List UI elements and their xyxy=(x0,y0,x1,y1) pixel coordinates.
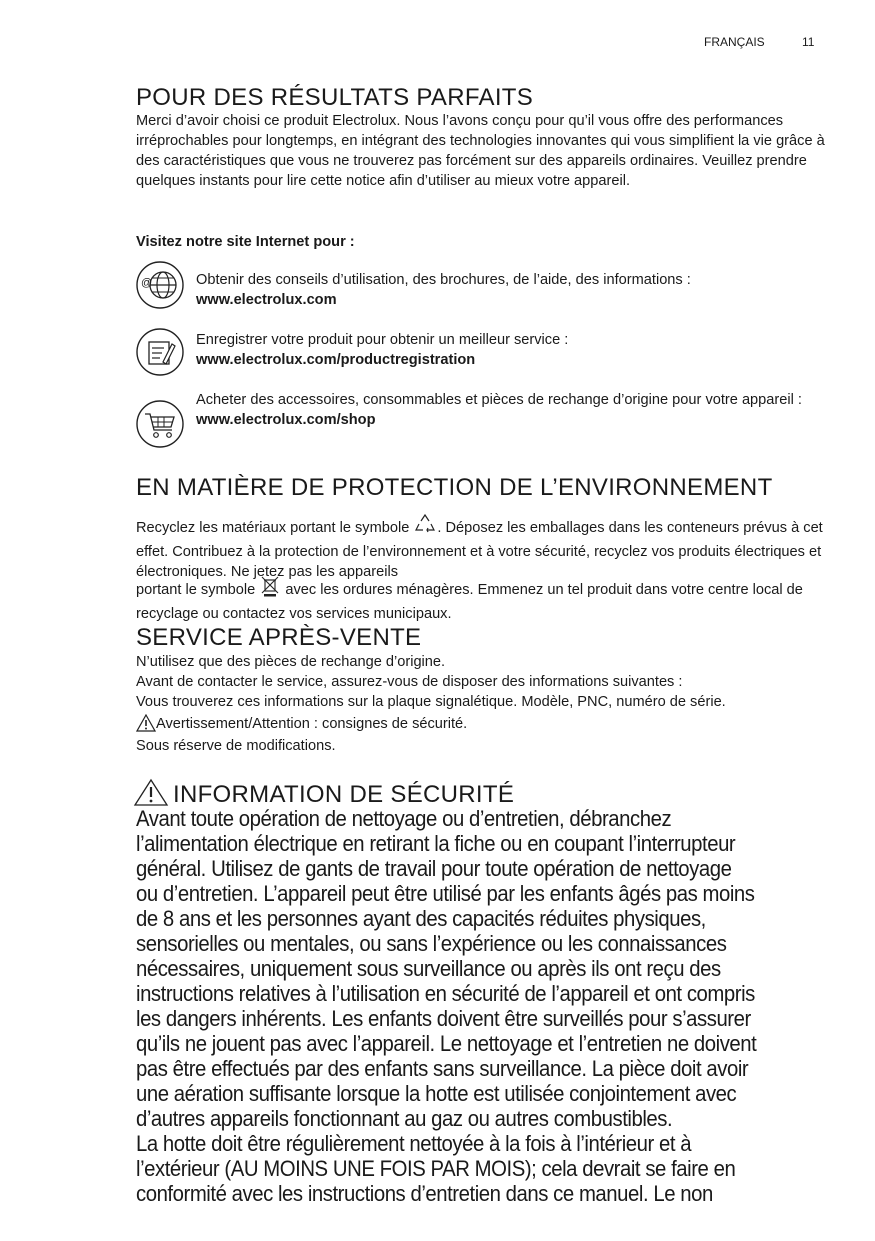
safety-line: d’autres appareils fonctionnant au gaz ou autres combustibles. xyxy=(136,1106,673,1131)
safety-line: les dangers inhérents. Les enfants doivent être surveillés pour s’assurer xyxy=(136,1006,751,1031)
service-line-2: Avant de contacter le service, assurez-vous de disposer des informations suivantes : xyxy=(136,674,683,690)
service-line-4 xyxy=(136,714,826,738)
link-info xyxy=(196,270,816,310)
link-info-url[interactable]: www.electrolux.com xyxy=(196,292,337,308)
weee-text-after: avec les ordures ménagères. Emmenez un tel produit dans votre centre local de recyclage ou contactez vos services municipaux. xyxy=(136,582,803,622)
section-title-safety: INFORMATION DE SÉCURITÉ xyxy=(173,781,515,808)
svg-text:@: @ xyxy=(141,277,153,289)
recycle-text-after: . Déposez les emballages dans les conteneurs prévus à cet effet. Contribuez à la protection de l’environnement et à votre sécurité, recyclez vos produits électriques et électroniques. Ne jetez pas les appareils xyxy=(136,520,823,580)
safety-line: conformité avec les instructions d’entretien dans ce manuel. Le non xyxy=(136,1181,713,1206)
link-shop-url[interactable]: www.electrolux.com/shop xyxy=(196,412,376,428)
recycle-icon xyxy=(413,512,437,542)
safety-line: La hotte doit être régulièrement nettoyée à la fois à l’intérieur et à xyxy=(136,1131,692,1156)
link-register xyxy=(196,330,816,370)
intro-paragraph: Merci d’avoir choisi ce produit Electrolux. Nous l’avons conçu pour qu’il vous offre des performances irréprochables pour longtemps, en intégrant des technologies innovantes qui vous simplifient la vie grâce à des caractéristiques que vous ne trouverez pas forcément sur des appareils ordinaires. Veuillez prendre quelques instants pour lire cette notice afin d’utiliser au mieux votre appareil. xyxy=(136,113,825,189)
environment-paragraph-1 xyxy=(136,512,826,582)
page-number: 11 xyxy=(802,35,815,49)
safety-line: une aération suffisante lorsque la hotte est utilisée conjointement avec xyxy=(136,1081,737,1106)
section-title-results: POUR DES RÉSULTATS PARFAITS xyxy=(136,84,534,111)
safety-line: instructions relatives à l’utilisation en sécurité de l’appareil et ont compris xyxy=(136,981,755,1006)
safety-line: Avant toute opération de nettoyage ou d’entretien, débranchez xyxy=(136,806,672,831)
link-register-url[interactable]: www.electrolux.com/productregistration xyxy=(196,352,476,368)
service-line-1: N’utilisez que des pièces de rechange d’origine. xyxy=(136,654,446,670)
weee-text-before: portant le symbole xyxy=(136,582,256,598)
cart-icon xyxy=(136,400,184,448)
safety-line: sensorielles ou mentales, ou sans l’expérience ou les connaissances xyxy=(136,931,727,956)
section-title-service: SERVICE APRÈS-VENTE xyxy=(136,624,422,651)
warning-text: Avertissement/Attention : consignes de sécurité. xyxy=(156,716,468,732)
link-shop-text: Acheter des accessoires, consommables et pièces de rechange d’origine pour votre appareil : xyxy=(196,392,802,408)
safety-line: l’extérieur (AU MOINS UNE FOIS PAR MOIS); cela devrait se faire en xyxy=(136,1156,736,1181)
link-shop xyxy=(196,390,816,430)
safety-line: général. Utilisez de gants de travail pour toute opération de nettoyage xyxy=(136,856,732,881)
safety-line: de 8 ans et les personnes ayant des capacités réduites physiques, xyxy=(136,906,706,931)
safety-line: qu’ils ne jouent pas avec l’appareil. Le nettoyage et l’entretien ne doivent xyxy=(136,1031,757,1056)
safety-line: pas être effectués par des enfants sans surveillance. La pièce doit avoir xyxy=(136,1056,749,1081)
globe-icon xyxy=(136,261,184,309)
header-language: FRANÇAIS xyxy=(704,35,765,49)
safety-line: nécessaires, uniquement sous surveillance ou après ils ont reçu des xyxy=(136,956,721,981)
service-line-5: Sous réserve de modifications. xyxy=(136,738,336,754)
section-title-environment: EN MATIÈRE DE PROTECTION DE L’ENVIRONNEMENT xyxy=(136,474,773,501)
warning-icon xyxy=(136,714,156,738)
service-line-3: Vous trouverez ces informations sur la plaque signalétique. Modèle, PNC, numéro de série. xyxy=(136,694,726,710)
environment-paragraph-2 xyxy=(136,574,826,624)
safety-line: l’alimentation électrique en retirant la fiche ou en coupant l’interrupteur xyxy=(136,831,736,856)
safety-text xyxy=(136,806,766,1206)
visit-label: Visitez notre site Internet pour : xyxy=(136,234,355,250)
safety-line: ou d’entretien. L’appareil peut être utilisé par les enfants âgés pas moins xyxy=(136,881,755,906)
recycle-text-before: Recyclez les matériaux portant le symbole xyxy=(136,520,410,536)
register-icon xyxy=(136,328,184,376)
link-register-text: Enregistrer votre produit pour obtenir un meilleur service : xyxy=(196,332,569,348)
link-info-text: Obtenir des conseils d’utilisation, des brochures, de l’aide, des informations : xyxy=(196,272,691,288)
crossed-bin-icon xyxy=(259,574,281,604)
